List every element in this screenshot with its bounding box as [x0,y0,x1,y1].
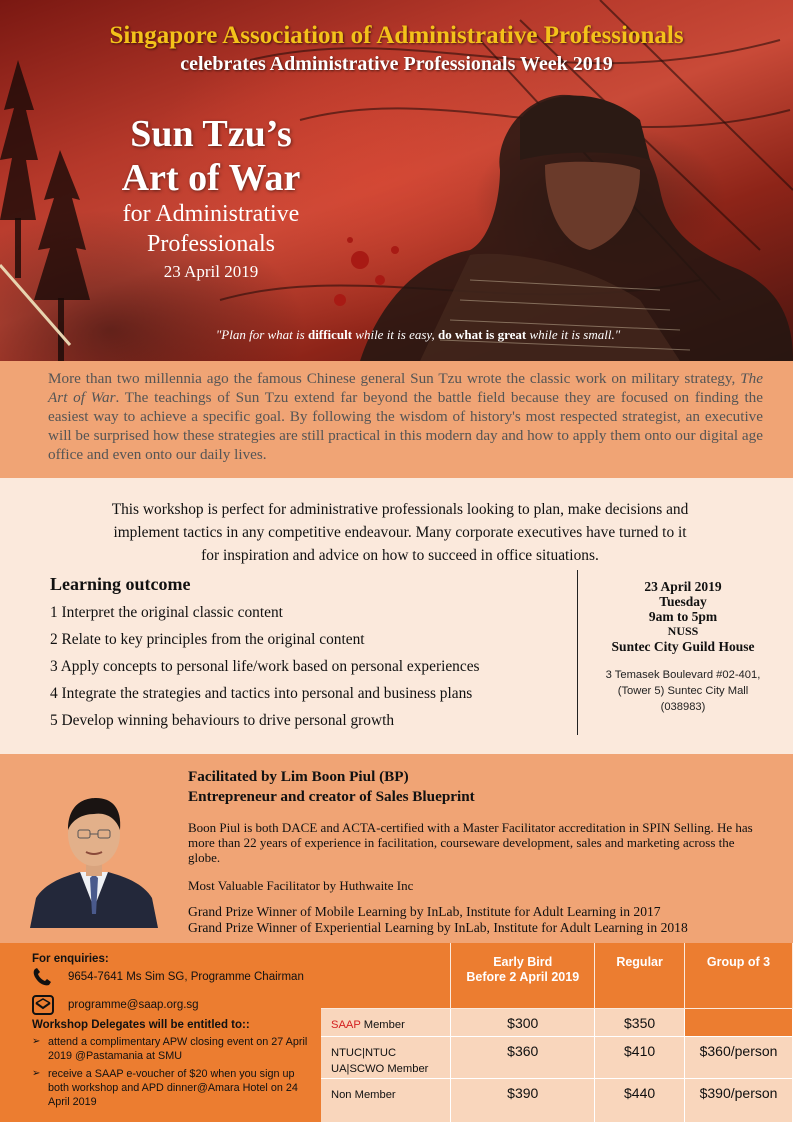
email-link[interactable]: programme@saap.org.sg [68,999,199,1011]
list-item: 1 Interpret the original classic content [50,604,283,621]
email-row [32,995,199,1015]
pricing-header-row [321,943,793,1008]
intro-section [0,361,793,478]
price-regular: $350 [595,1008,685,1036]
hero-banner [0,0,793,361]
facilitator-heading: Facilitated by Lim Boon Piul (BP) [188,768,409,785]
price-early: $390 [451,1078,595,1122]
benefit-item: ➢ receive a SAAP e-voucher of $20 when you sign up both workshop and APD dinner@Amara Hotel on 24 April 2019 [32,1067,317,1109]
list-item: 5 Develop winning behaviours to drive personal growth [50,712,395,729]
price-group [685,1008,793,1036]
facilitator-section [0,754,793,943]
pricing-table [321,943,793,1122]
workshop-description: This workshop is perfect for administrative professionals looking to plan, make decisions and implement tactics in any competitive endeavour. Many corporate executives have turned to it for inspiration and advice on how to succeed in office situations. [111,501,689,564]
venue-address: 3 Temasek Boulevard #02-401, (Tower 5) Suntec City Mall (038983) [605,669,761,713]
event-title-line2: Art of War [121,157,301,199]
bottom-section [0,943,793,1122]
facilitator-award: Grand Prize Winner of Experiential Learning by InLab, Institute for Adult Learning in 2018 [188,920,688,935]
row-label: NTUC|NTUC UA|SCWO Member [321,1036,451,1078]
row-label: SAAP Member [321,1008,451,1036]
benefit-item: ➢ attend a complimentary APW closing event on 27 April 2019 @Pastamania at SMU [32,1035,317,1063]
pricing-header-blank [321,943,451,1008]
facilitator-role: Entrepreneur and creator of Sales Blueprint [188,788,475,805]
pricing-header-early-bird: Early Bird Before 2 April 2019 [451,943,595,1008]
event-subtitle-line1: for Administrative [122,201,300,227]
price-group: $360/person [685,1036,793,1078]
pricing-header-regular: Regular [595,943,685,1008]
list-item: 4 Integrate the strategies and tactics into personal and business plans [50,685,473,702]
facilitator-award: Most Valuable Facilitator by Huthwaite Inc [188,878,414,893]
divider [577,570,578,735]
enquiries-label: For enquiries: [32,953,109,965]
pricing-header-group: Group of 3 [685,943,793,1008]
price-regular: $440 [595,1078,685,1122]
event-details: 23 April 2019 Tuesday 9am to 5pm NUSS Suntec City Guild House [611,579,755,654]
warrior-figure [360,95,793,361]
event-title-line1: Sun Tzu’s [130,113,292,155]
price-regular: $410 [595,1036,685,1078]
price-early: $360 [451,1036,595,1078]
learning-outcome-list [50,603,570,738]
facilitator-photo [30,786,158,928]
price-early: $300 [451,1008,595,1036]
list-item: 3 Apply concepts to personal life/work based on personal experiences [50,658,480,675]
list-item: 2 Relate to key principles from the original content [50,631,365,648]
event-date: 23 April 2019 [163,262,259,281]
facilitator-bio: Boon Piul is both DACE and ACTA-certified with a Master Facilitator accreditation in SPIN Selling. He has more than 22 years of experience in facilitation, courseware development, sales and marketing across the globe. [188,820,753,865]
celebration-subtitle: celebrates Administrative Professionals Week 2019 [180,53,613,75]
phone-row [32,967,304,987]
email-icon [32,995,54,1015]
intro-paragraph: More than two millennia ago the famous Chinese general Sun Tzu wrote the classic work on military strategy, The Art of War. The teachings of Sun Tzu extend far beyond the battle field because they are focused on finding the easiest way to achieve a specific goal. By following the wisdom of history's most respected strategist, an executive will be surprised how these strategies are still practical in this modern day and how to apply them onto our digital age office and even onto our daily lives. [48,370,763,463]
sun-tzu-quote: "Plan for what is difficult while it is easy, do what is great while it is small." [215,327,621,342]
facilitator-award: Grand Prize Winner of Mobile Learning by InLab, Institute for Adult Learning in 2017 [188,904,661,919]
row-label: Non Member [321,1078,451,1122]
table-row [321,1078,793,1122]
org-title: Singapore Association of Administrative Professionals [109,22,684,49]
table-row [321,1008,793,1036]
entitled-label: Workshop Delegates will be entitled to:: [32,1019,250,1031]
workshop-section [0,478,793,754]
contact-panel [0,943,320,1122]
phone-text[interactable]: 9654-7641 Ms Sim SG, Programme Chairman [68,971,304,983]
table-row [321,1036,793,1078]
event-subtitle-line2: Professionals [147,231,275,257]
learning-outcome-title: Learning outcome [50,574,191,594]
price-group: $390/person [685,1078,793,1122]
phone-icon [32,967,54,987]
